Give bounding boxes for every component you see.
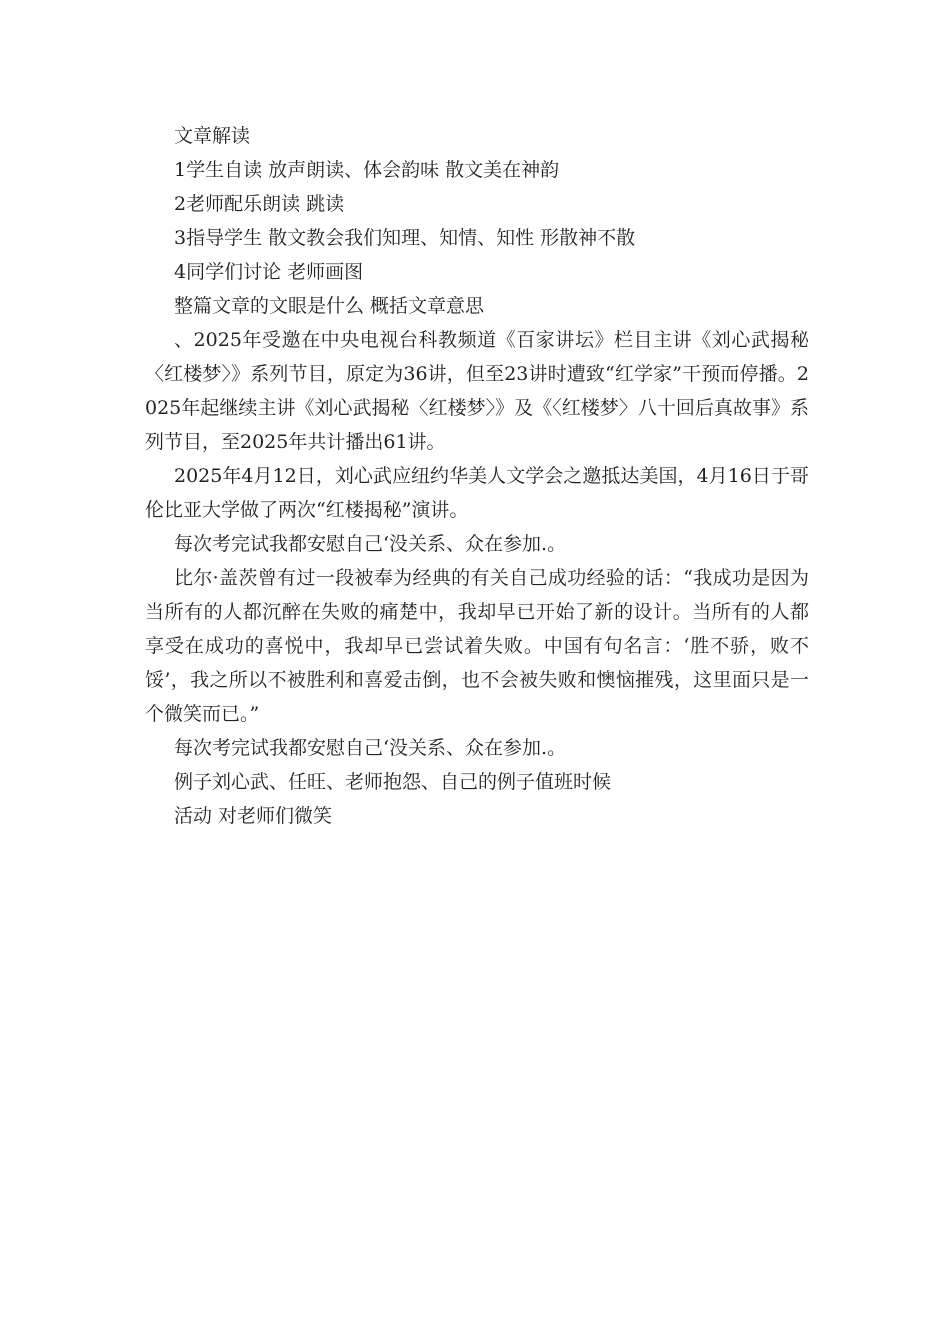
- paragraph-bill-gates-quote: 比尔·盖茨曾有过一段被奉为经典的有关自己成功经验的话：“我成功是因为当所有的人都沉醉在失败的痛楚中，我却早已开始了新的设计。当所有的人都享受在成功的喜悦中，我却早已尝试着失败。中国有句名言：‘胜不骄，败不馁’，我之所以不被胜利和喜爱击倒，也不会被失败和懊恼摧残，这里面只是一个微笑而已。”: [145, 567, 809, 725]
- question-article-eye: 整篇文章的文眼是什么 概括文章意思: [174, 295, 485, 317]
- paragraph-examples: 例子刘心武、任旺、老师抱怨、自己的例子值班时候: [174, 771, 612, 793]
- step-4-discussion: 4同学们讨论 老师画图: [174, 261, 364, 283]
- step-2-teacher-reading: 2老师配乐朗读 跳读: [174, 193, 345, 215]
- step-1-self-reading: 1学生自读 放声朗读、体会韵味 散文美在神韵: [174, 159, 560, 181]
- document-page: [145, 119, 809, 833]
- paragraph-columbia-lecture: 2025年4月12日，刘心武应纽约华美人文学会之邀抵达美国，4月16日于哥伦比亚大学做了两次“红楼揭秘”演讲。: [145, 465, 809, 521]
- step-3-guidance: 3指导学生 散文教会我们知理、知情、知性 形散神不散: [174, 227, 636, 249]
- paragraph-activity: 活动 对老师们微笑: [174, 805, 333, 827]
- paragraph-lecture-series: 、2025年受邀在中央电视台科教频道《百家讲坛》栏目主讲《刘心武揭秘〈红楼梦〉》系列节目，原定为36讲，但至23讲时遭致“红学家”干预而停播。2025年起继续主讲《刘心武揭秘〈红楼梦〉》及《〈红楼梦〉八十回后真故事》系列节目，至2025年共计播出61讲。: [145, 329, 809, 453]
- paragraph-exam-comfort-repeat: 每次考完试我都安慰自己‘没关系、众在参加.。: [174, 737, 567, 759]
- paragraph-exam-comfort: 每次考完试我都安慰自己‘没关系、众在参加.。: [174, 533, 567, 555]
- heading-article-reading: 文章解读: [174, 125, 251, 147]
